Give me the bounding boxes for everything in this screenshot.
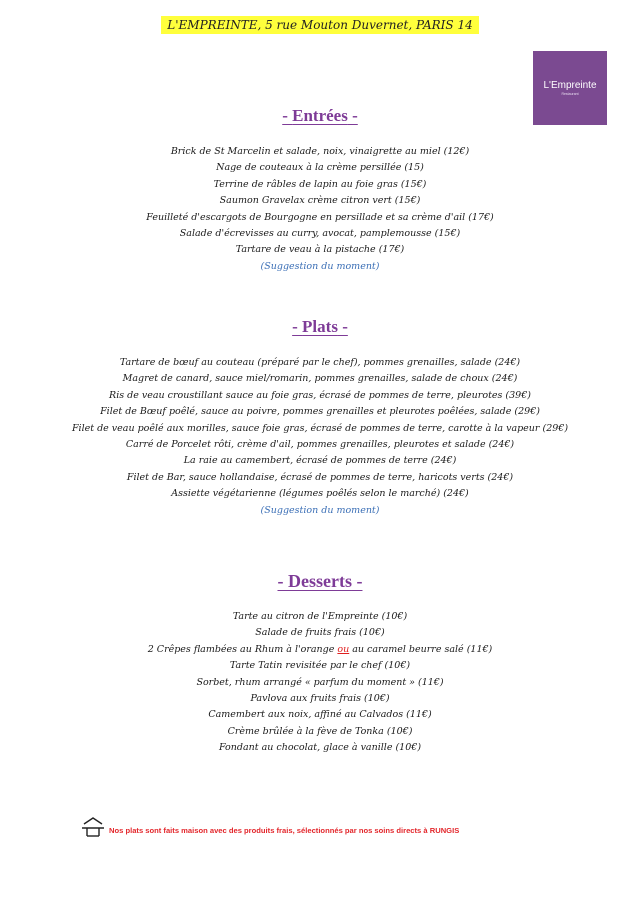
menu-item: Brick de St Marcelin et salade, noix, vinaigrette au miel (12€) [170, 146, 470, 157]
menu-item: Carré de Porcelet rôti, crème d'ail, pommes grenailles, pleurotes et salade (24€) [125, 439, 515, 451]
desserts-section [0, 571, 640, 757]
menu-item: Nage de couteaux à la crème persillée (15) [216, 162, 424, 174]
menu-item: Magret de canard, sauce miel/romarin, pommes grenailles, salade de choux (24€) [122, 373, 518, 385]
menu-item: Salade de fruits frais (10€) [255, 627, 385, 639]
menu-item: Crème brûlée à la fève de Tonka (10€) [227, 725, 413, 737]
desserts-list [0, 609, 640, 757]
menu-item: Camembert aux noix, affiné au Calvados (11€) [208, 709, 432, 721]
header-banner [0, 14, 640, 33]
entrees-list [0, 144, 640, 275]
menu-item: Pavlova aux fruits frais (10€) [250, 693, 390, 705]
or-word: ou [337, 643, 350, 655]
suggestion-note: (Suggestion du moment) [260, 504, 380, 516]
menu-item: Feuilleté d'escargots de Bourgogne en persillade et sa crème d'ail (17€) [146, 211, 494, 223]
logo-subtitle: Restaurant [561, 92, 579, 96]
plats-title: - Plats - [292, 317, 348, 336]
menu-item: Tartare de veau à la pistache (17€) [235, 244, 405, 256]
menu-item: Sorbet, rhum arrangé « parfum du moment » (11€) [196, 676, 444, 688]
menu-item: La raie au camembert, écrasé de pommes de terre (24€) [183, 455, 457, 467]
menu-item: Filet de Bœuf poêlé, sauce au poivre, pommes grenailles et pleurotes poêlées, salade (29€) [100, 406, 540, 418]
header-address: L'EMPREINTE, 5 rue Mouton Duvernet, PARIS 14 [161, 16, 478, 34]
menu-item: Tarte Tatin revisitée par le chef (10€) [229, 660, 411, 672]
menu-item: Fondant au chocolat, glace à vanille (10€) [218, 742, 422, 754]
menu-item: Terrine de râbles de lapin au foie gras (15€) [213, 178, 427, 190]
entrees-title: - Entrées - [282, 106, 358, 125]
plats-list [0, 355, 640, 519]
menu-item: Tarte au citron de l'Empreinte (10€) [232, 611, 408, 622]
menu-item: Filet de veau poêlé aux morilles, sauce foie gras, écrasé de pommes de terre, carotte à la vapeur (29€) [71, 422, 569, 434]
menu-item-crepes: 2 Crêpes flambées au Rhum à l'orange ou au caramel beurre salé (11€) [147, 643, 493, 655]
menu-item: Filet de Bar, sauce hollandaise, écrasé de pommes de terre, haricots verts (24€) [126, 471, 514, 483]
plats-section [0, 317, 640, 519]
market-hall-icon [82, 817, 104, 837]
menu-item: Tartare de bœuf au couteau (préparé par le chef), pommes grenailles, salade (24€) [119, 357, 521, 368]
suggestion-note: (Suggestion du moment) [260, 260, 380, 272]
menu-item: Ris de veau croustillant sauce au foie gras, écrasé de pommes de terre, pleurotes (39€) [109, 389, 531, 401]
entrees-section [0, 106, 640, 275]
footer-note [82, 817, 622, 837]
logo-name: L'Empreinte [543, 80, 597, 91]
footer-text: Nos plats sont faits maison avec des produits frais, sélectionnés par nos soins directs à RUNGIS [109, 825, 460, 835]
menu-item: Assiette végétarienne (légumes poêlés selon le marché) (24€) [171, 488, 469, 500]
desserts-title: - Desserts - [277, 571, 363, 591]
menu-item: Saumon Gravelax crème citron vert (15€) [219, 195, 421, 207]
menu-item: Salade d'écrevisses au curry, avocat, pamplemousse (15€) [179, 228, 461, 240]
